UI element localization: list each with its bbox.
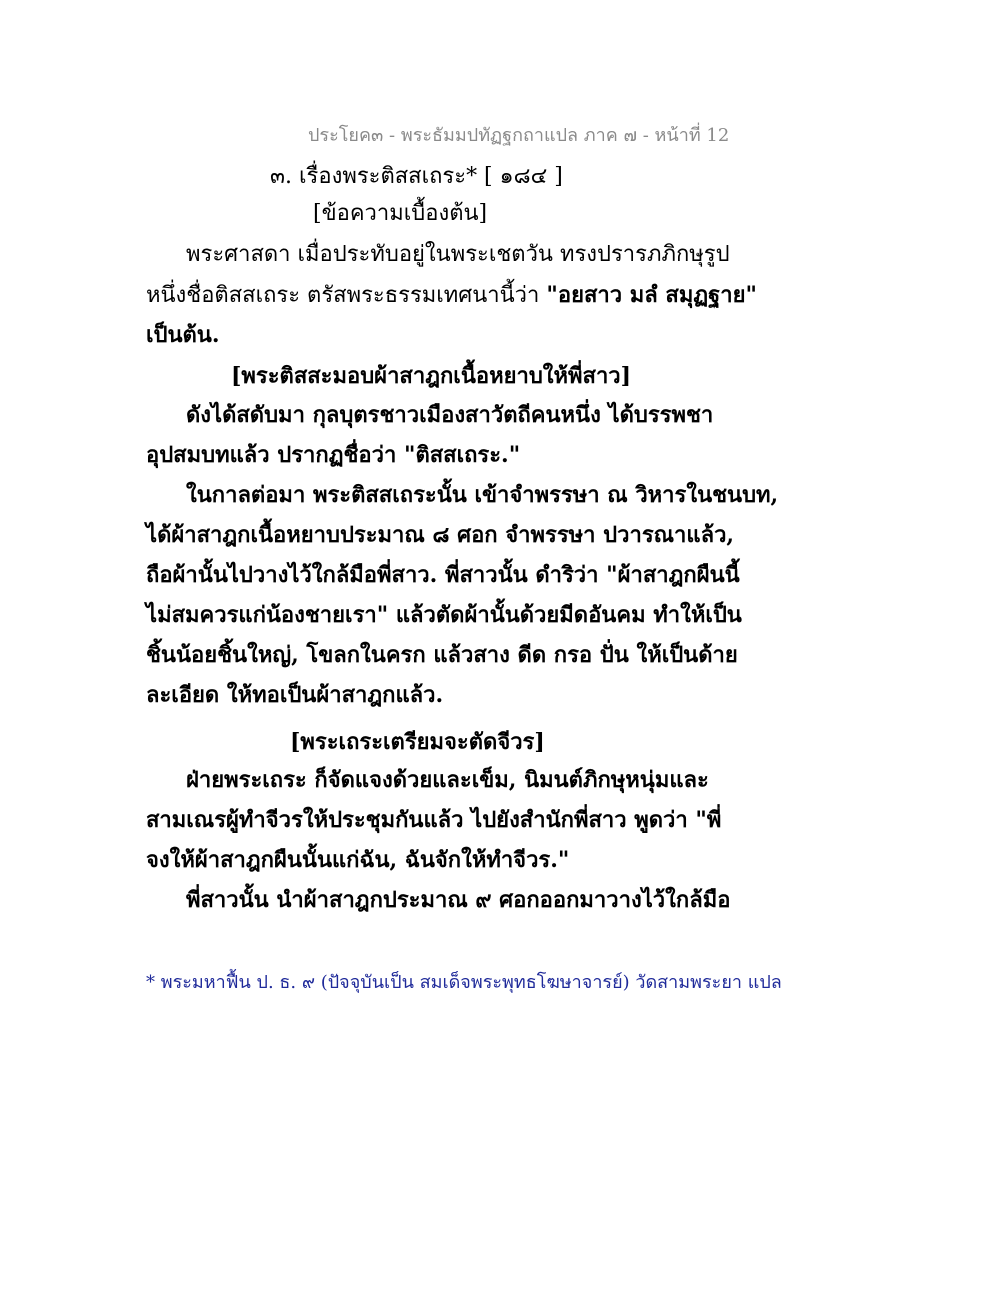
intro-line-2-text: หนึ่งชื่อติสสเถระ ตรัสพระธรรมเทศนานี้ว่า [146,283,547,308]
section1-line-7: ชิ้นน้อยชิ้นใหญ่, โขลกในครก แล้วสาง ดีด กรอ ปั่น ให้เป็นด้าย [146,642,738,668]
story-title: ๓. เรื่องพระติสสเถระ* [ ๑๘๔ ] [270,164,563,189]
section1-line-5: ถือผ้านั้นไปวางไว้ใกล้มือพี่สาว. พี่สาวนั้น ดำริว่า "ผ้าสาฎกผืนนี้ [146,562,740,588]
section1-line-8: ละเอียด ให้ทอเป็นผ้าสาฎกแล้ว. [146,682,444,708]
intro-quote: "อยสาว มลํ สมุฏฐาย" [546,282,757,308]
section2-line-3: จงให้ผ้าสาฎกผืนนั้นแก่ฉัน, ฉันจักให้ทำจีวร." [146,847,570,873]
section1-line-3: ในกาลต่อมา พระติสสเถระนั้น เข้าจำพรรษา ณ วิหารในชนบท, [186,482,779,508]
intro-heading: [ข้อความเบื้องต้น] [313,201,488,226]
section1-line-2: อุปสมบทแล้ว ปรากฏชื่อว่า "ติสสเถระ." [146,442,521,468]
section1-line-1: ดังได้สดับมา กุลบุตรชาวเมืองสาวัตถีคนหนึ่ง ได้บรรพชา [186,402,714,428]
section2-line-4: พี่สาวนั้น นำผ้าสาฎกประมาณ ๙ ศอกออกมาวางไว้ใกล้มือ [186,887,731,913]
intro-line-3: เป็นต้น. [146,322,220,348]
section2-heading: [พระเถระเตรียมจะตัดจีวร] [290,729,545,755]
footnote: * พระมหาฟื้น ป. ธ. ๙ (ปัจจุบันเป็น สมเด็จพระพุทธโฆษาจารย์) วัดสามพระยา แปล [146,972,782,993]
section2-line-1: ฝ่ายพระเถระ ก็จัดแจงด้วยและเข็ม, นิมนต์ภิกษุหนุ่มและ [186,767,709,793]
page-header: ประโยค๓ - พระธัมมปทัฏฐกถาแปล ภาค ๗ - หน้าที่ 12 [308,125,730,146]
intro-line-2 [146,280,757,311]
section1-line-6: ไม่สมควรแก่น้องชายเรา" แล้วตัดผ้านั้นด้วยมีดอันคม ทำให้เป็น [146,602,742,628]
section1-line-4: ได้ผ้าสาฎกเนื้อหยาบประมาณ ๘ ศอก จำพรรษา ปวารณาแล้ว, [146,522,735,548]
section2-line-2: สามเณรผู้ทำจีวรให้ประชุมกันแล้ว ไปยังสำนักพี่สาว พูดว่า "พี่ [146,807,722,833]
section1-heading: [พระติสสะมอบผ้าสาฎกเนื้อหยาบให้พี่สาว] [231,363,632,389]
intro-line-1: พระศาสดา เมื่อประทับอยู่ในพระเชตวัน ทรงปรารภภิกษุรูป [186,242,730,267]
